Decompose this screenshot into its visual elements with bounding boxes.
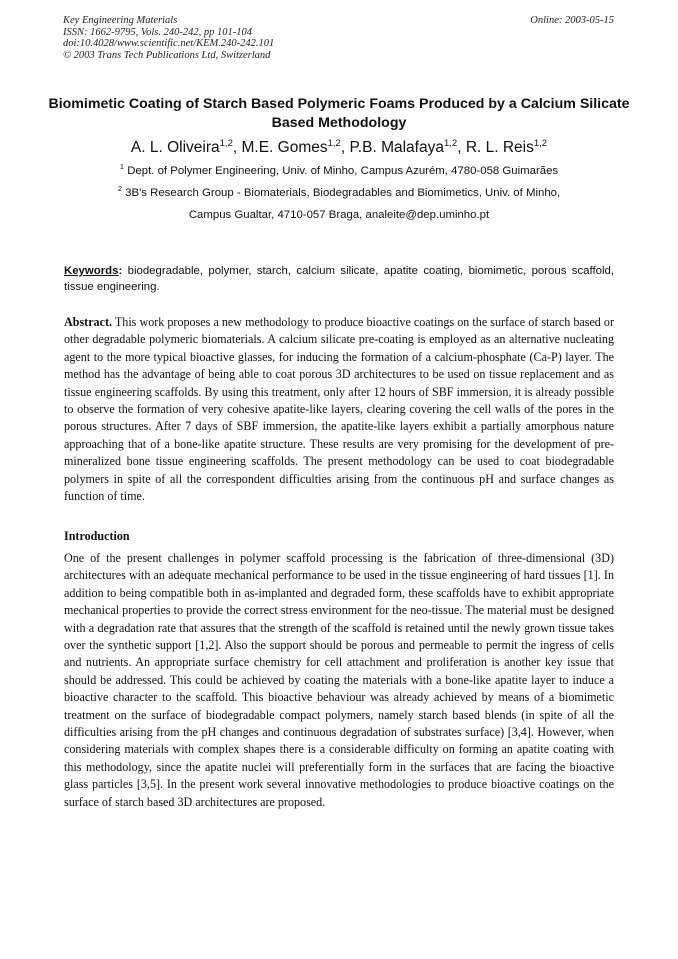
doi-line: doi:10.4028/www.scientific.net/KEM.240-242.101	[63, 38, 275, 50]
author-separator: ,	[457, 139, 466, 156]
issn-line: ISSN: 1662-9795, Vols. 240-242, pp 101-104	[63, 26, 252, 38]
keywords-block	[64, 263, 614, 295]
keywords-label: Keywords	[64, 265, 119, 277]
section-heading-introduction: Introduction	[64, 529, 130, 543]
author-list	[40, 137, 638, 159]
author-separator: ,	[340, 139, 350, 156]
abstract-block	[64, 314, 614, 505]
author-name: R. L. Reis	[465, 139, 534, 156]
journal-name: Key Engineering Materials	[63, 15, 178, 26]
author-affiliation-marker: 1,2	[219, 138, 233, 149]
introduction-paragraph: One of the present challenges in polymer scaffold processing is the fabrication of three-dimensional (3D) architectures with an adequate mechanical performance to be used in the tissue engineering of hard tissues [1]. In addition to being compatible both in as-implanted and degraded form, these scaffolds have to exhibit appropriate mechanical properties to provide the correct stress environment for the neo-tissue. The material must be designed with a degradation rate that assures that the strength of the scaffold is retained until the newly grown tissue takes over the synthetic support [1,2]. Also the support should be porous and permeable to permit the ingress of cells and nutrients. An appropriate surface chemistry for cell attachment and proliferation is another key issue that should be addressed. This could be achieved by coating the materials with a bone-like apatite layer to induce a bioactive character to the scaffold. This bioactive behaviour was already achieved by means of a biomimetic treatment on the surface of biodegradable compact polymers, namely starch based blends (in spite of all the difficulties arising from the pH changes and continuous degradation of substrates surface) [3,4]. However, when considering materials with complex shapes there is a considerable difficulty on forming an apatite coating with this methodology, since the apatite nuclei will preferentially form in the surfaces that are facing the bioactive glass particles [3,5]. In the present work several innovative methodologies to produce bioactive coatings on the surface of starch based 3D architectures are proposed.	[64, 551, 614, 809]
affiliation-2-continued: Campus Gualtar, 4710-057 Braga, analeite@dep.uminho.pt	[188, 209, 490, 221]
author-name: A. L. Oliveira	[130, 139, 220, 156]
author-affiliation-marker: 1,2	[327, 138, 341, 149]
keywords-text: biodegradable, polymer, starch, calcium silicate, apatite coating, biomimetic, porous scaffold, tissue engineering.	[64, 265, 614, 293]
author-separator: ,	[232, 139, 242, 156]
author-affiliation-marker: 1,2	[533, 138, 548, 149]
affiliation-2	[40, 185, 638, 201]
author-affiliation-marker: 1,2	[443, 138, 458, 149]
abstract-text: This work proposes a new methodology to produce bioactive coatings on the surface of starch based or other degradable polymeric biomaterials. A calcium silicate pre-coating is employed as an alternative nucleating agent to the more typical bioactive glasses, for inducing the formation of a calcium-phosphate (Ca-P) layer. The method has the advantage of being able to coat porous 3D architectures to be used on tissue replacement and as tissue engineering scaffolds. By using this treatment, only after 12 hours of SBF immersion, it is already possible to observe the formation of very cohesive apatite-like layers, clearing covering the cell walls of the pores in the porous structures. After 7 days of SBF immersion, the apatite-like layers exhibit a partially amorphous nature approaching that of a bone-like apatite structure. These results are very promising for the development of pre-mineralized bone tissue engineering scaffolds. The present methodology can be used to coat biodegradable polymers in spite of all the correspondent difficulties arising from the continuous pH and surface changes as function of time.	[64, 315, 615, 504]
copyright-line: © 2003 Trans Tech Publications Ltd, Switzerland	[63, 49, 271, 61]
affiliation-number: 2	[117, 184, 122, 193]
journal-header	[63, 15, 383, 61]
abstract-label: Abstract.	[64, 315, 113, 329]
affiliation-text: 3B's Research Group - Biomaterials, Biodegradables and Biomimetics, Univ. of Minho,	[125, 187, 561, 199]
affiliation-number: 1	[119, 162, 125, 171]
affiliation-1	[40, 163, 638, 179]
online-date: Online: 2003-05-15	[530, 15, 614, 26]
author-name: M.E. Gomes	[241, 139, 328, 156]
paper-title: Biomimetic Coating of Starch Based Polymeric Foams Produced by a Calcium Silicate Based Methodology	[48, 96, 630, 131]
affiliation-text: Dept. of Polymer Engineering, Univ. of Minho, Campus Azurém, 4780-058 Guimarães	[127, 165, 559, 177]
keywords-colon: :	[118, 265, 123, 277]
author-name: P.B. Malafaya	[349, 139, 444, 156]
